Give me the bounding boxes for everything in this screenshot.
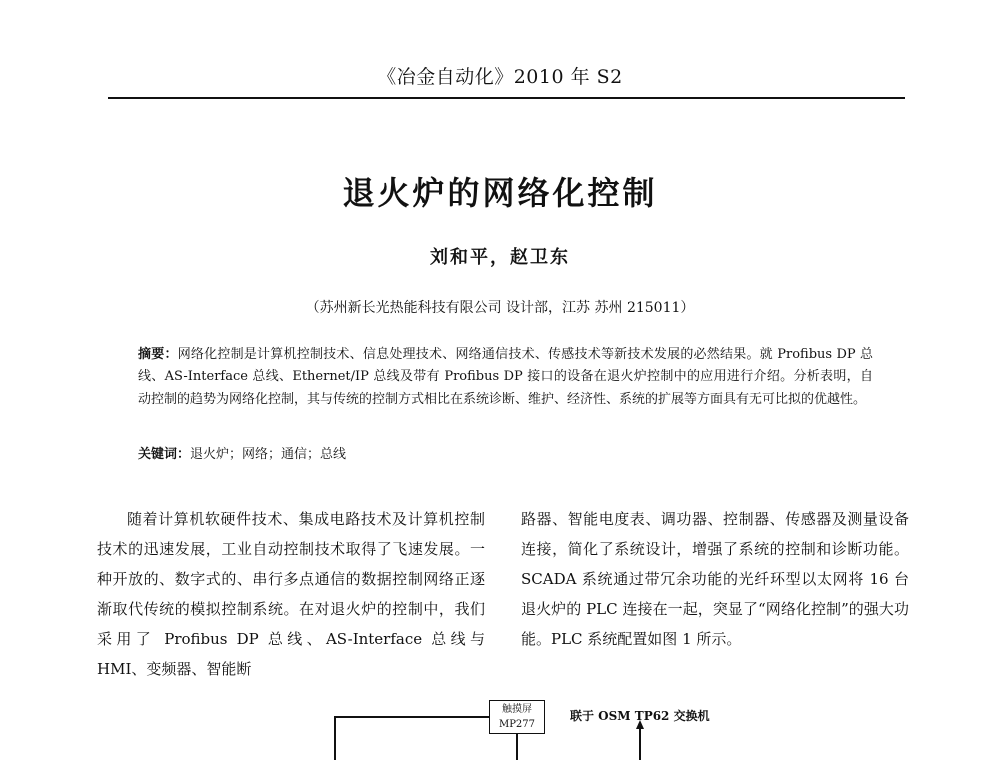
diagram-line-arrow-shaft [639,728,641,760]
journal-header: 《冶金自动化》2010 年 S2 [377,66,623,88]
diagram-line-vertical-box [516,734,518,760]
keywords-label: 关键词： [138,447,191,462]
affiliation: （苏州新长光热能科技有限公司 设计部，江苏 苏州 215011） [305,300,695,316]
touchscreen-label: 触摸屏 [502,704,532,715]
abstract-text: 网络化控制是计算机控制技术、信息处理技术、网络通信技术、传感技术等新技术发展的必然结果。就 Profibus DP 总线、AS-Interface 总线、Ethernet/IP 总线及带有 Profibus DP 接口的设备在退火炉控制中的应用进行介绍。分析表明，自动控制的趋势为网络化控制，其与传统的控制方式相比在系统诊断、维护、经济性、系统的扩展等方面具有无可比拟的优越性。 [138,347,873,407]
keywords-text: 退火炉；网络；通信；总线 [190,447,347,462]
body-left-column: 随着计算机软硬件技术、集成电路技术及计算机控制技术的迅速发展，工业自动控制技术取得了飞速发展。一种开放的、数字式的、串行多点通信的数据控制网络正逐渐取代传统的模拟控制系统。在对退火炉的控制中，我们采用了 Profibus DP 总线、AS-Interface 总线与 HMI、变频器、智能断 [97,510,485,678]
header-rule [108,97,905,99]
keywords [138,444,873,466]
diagram-line-horizontal [334,716,489,718]
body-right-column: 路器、智能电度表、调功器、控制器、传感器及测量设备连接，简化了系统设计，增强了系统的控制和诊断功能。SCADA 系统通过带冗余功能的光纤环型以太网将 16 台退火炉的 PLC 连接在一起，突显了“网络化控制”的强大功能。PLC 系统配置如图 1 所示。 [521,510,909,648]
abstract [138,344,873,411]
touchscreen-box [489,700,545,734]
switch-label: 联于 OSM TP62 交换机 [570,709,710,723]
diagram-line-vertical-left [334,716,336,760]
article-title: 退火炉的网络化控制 [342,174,658,212]
touchscreen-model: MP277 [498,719,536,730]
abstract-label: 摘要： [138,347,178,362]
figure-1-diagram [0,690,1000,760]
authors: 刘和平，赵卫东 [430,247,570,268]
